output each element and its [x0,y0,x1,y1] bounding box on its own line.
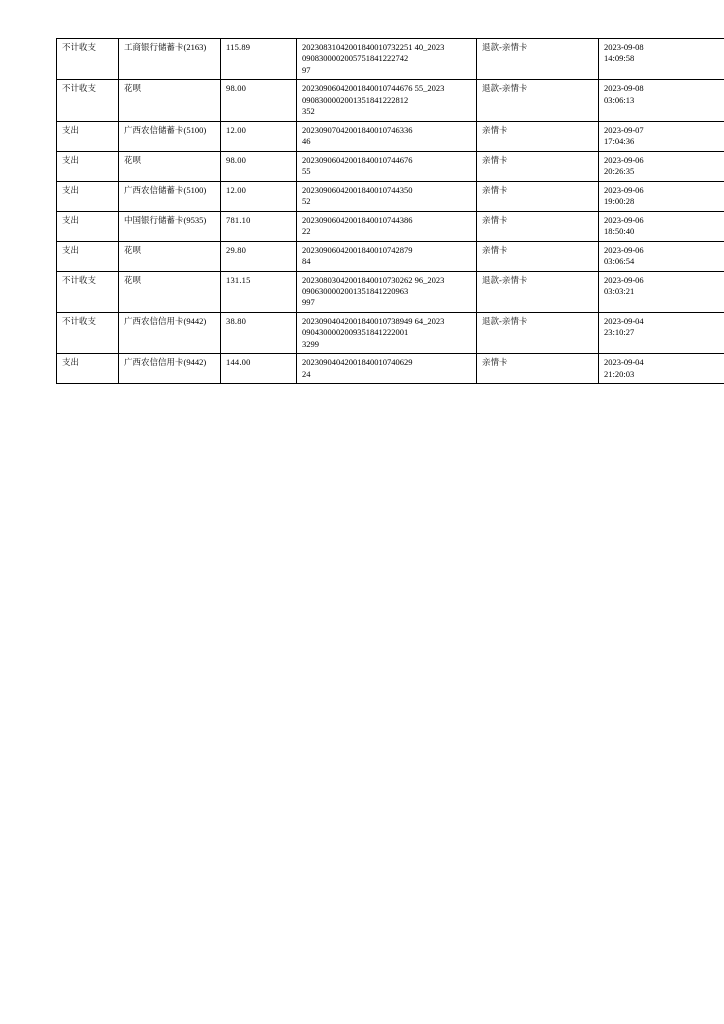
time-clock: 20:26:35 [604,166,635,177]
cell-payment-method: 花呗 [119,241,221,271]
cell-time [599,39,724,80]
cell-time [599,121,724,151]
cell-payment-method: 广西农信信用卡(9442) [119,354,221,384]
order-number-line: 0908300002001351841222812 [302,94,409,105]
cell-amount: 115.89 [221,39,297,80]
cell-payment-method: 广西农信储蓄卡(5100) [119,121,221,151]
cell-amount: 131.15 [221,271,297,312]
time-date: 2023-09-06 [604,154,644,165]
cell-order-number [297,354,477,384]
order-number-line: 22 [302,226,311,237]
cell-category: 退款-亲情卡 [477,312,599,353]
order-number-line: 20230904042001840010738949 64_2023 [302,315,445,326]
table-row [57,39,724,80]
cell-payment-method: 花呗 [119,80,221,121]
cell-payment-method: 花呗 [119,271,221,312]
cell-payment-method: 广西农信信用卡(9442) [119,312,221,353]
order-number-line: 84 [302,256,311,267]
cell-type: 不计收支 [57,312,119,353]
order-number-line: 20230907042001840010746336 [302,124,413,135]
cell-amount: 29.80 [221,241,297,271]
cell-amount: 98.00 [221,151,297,181]
time-clock: 18:50:40 [604,226,635,237]
time-date: 2023-09-07 [604,124,644,135]
order-number-line: 20230906042001840010744676 55_2023 [302,83,445,94]
cell-category: 亲情卡 [477,121,599,151]
order-number-line: 55 [302,166,311,177]
order-number-line: 3299 [302,338,319,349]
order-number-line: 20230906042001840010742879 [302,244,413,255]
time-clock: 03:06:54 [604,256,635,267]
cell-type: 支出 [57,121,119,151]
cell-order-number [297,39,477,80]
cell-amount: 144.00 [221,354,297,384]
table-row [57,354,724,384]
table-row [57,151,724,181]
time-date: 2023-09-06 [604,184,644,195]
cell-category: 退款-亲情卡 [477,271,599,312]
cell-type: 不计收支 [57,39,119,80]
cell-time [599,151,724,181]
order-number-line: 52 [302,196,311,207]
order-number-line: 20230803042001840010730262 96_2023 [302,274,445,285]
cell-order-number [297,80,477,121]
order-number-line: 0906300002001351841220963 [302,285,409,296]
table-row [57,271,724,312]
time-clock: 23:10:27 [604,327,635,338]
time-date: 2023-09-06 [604,244,644,255]
cell-order-number [297,312,477,353]
cell-payment-method: 工商银行储蓄卡(2163) [119,39,221,80]
cell-payment-method: 花呗 [119,151,221,181]
order-number-line: 20230906042001840010744676 [302,154,413,165]
cell-time [599,241,724,271]
table-row [57,80,724,121]
table-row [57,211,724,241]
time-clock: 19:00:28 [604,196,635,207]
cell-time [599,80,724,121]
cell-time [599,312,724,353]
cell-category: 亲情卡 [477,151,599,181]
cell-amount: 781.10 [221,211,297,241]
cell-order-number [297,121,477,151]
cell-type: 支出 [57,354,119,384]
order-number-line: 20230906042001840010744386 [302,214,413,225]
order-number-line: 0904300002009351841222001 [302,327,409,338]
time-clock: 03:03:21 [604,285,635,296]
order-number-line: 20230904042001840010740629 [302,357,413,368]
cell-time [599,271,724,312]
transaction-table [56,38,724,384]
cell-amount: 98.00 [221,80,297,121]
order-number-line: 997 [302,297,315,308]
cell-amount: 12.00 [221,121,297,151]
cell-category: 退款-亲情卡 [477,80,599,121]
transaction-table-wrapper [56,38,668,384]
time-clock: 14:09:58 [604,53,635,64]
time-date: 2023-09-08 [604,42,644,52]
time-clock: 21:20:03 [604,368,635,379]
cell-type: 支出 [57,211,119,241]
cell-type: 不计收支 [57,271,119,312]
cell-payment-method: 中国银行储蓄卡(9535) [119,211,221,241]
order-number-line: 24 [302,368,311,379]
time-date: 2023-09-06 [604,214,644,225]
table-row [57,312,724,353]
transaction-table-body [57,39,724,384]
cell-type: 支出 [57,181,119,211]
time-date: 2023-09-08 [604,83,644,94]
cell-time [599,211,724,241]
cell-type: 支出 [57,241,119,271]
time-date: 2023-09-04 [604,315,644,326]
order-number-line: 97 [302,64,311,75]
order-number-line: 0908300002005751841222742 [302,53,409,64]
cell-category: 亲情卡 [477,241,599,271]
cell-time [599,354,724,384]
cell-order-number [297,271,477,312]
cell-type: 支出 [57,151,119,181]
cell-order-number [297,241,477,271]
cell-payment-method: 广西农信储蓄卡(5100) [119,181,221,211]
cell-category: 退款-亲情卡 [477,39,599,80]
table-row [57,121,724,151]
time-date: 2023-09-06 [604,274,644,285]
cell-order-number [297,181,477,211]
order-number-line: 20230831042001840010732251 40_2023 [302,42,445,52]
time-clock: 17:04:36 [604,136,635,147]
cell-amount: 38.80 [221,312,297,353]
table-row [57,241,724,271]
time-clock: 03:06:13 [604,94,635,105]
cell-time [599,181,724,211]
order-number-line: 46 [302,136,311,147]
cell-category: 亲情卡 [477,211,599,241]
cell-category: 亲情卡 [477,354,599,384]
cell-order-number [297,211,477,241]
time-date: 2023-09-04 [604,357,644,368]
cell-type: 不计收支 [57,80,119,121]
order-number-line: 20230906042001840010744350 [302,184,413,195]
cell-amount: 12.00 [221,181,297,211]
cell-category: 亲情卡 [477,181,599,211]
order-number-line: 352 [302,106,315,117]
cell-order-number [297,151,477,181]
table-row [57,181,724,211]
